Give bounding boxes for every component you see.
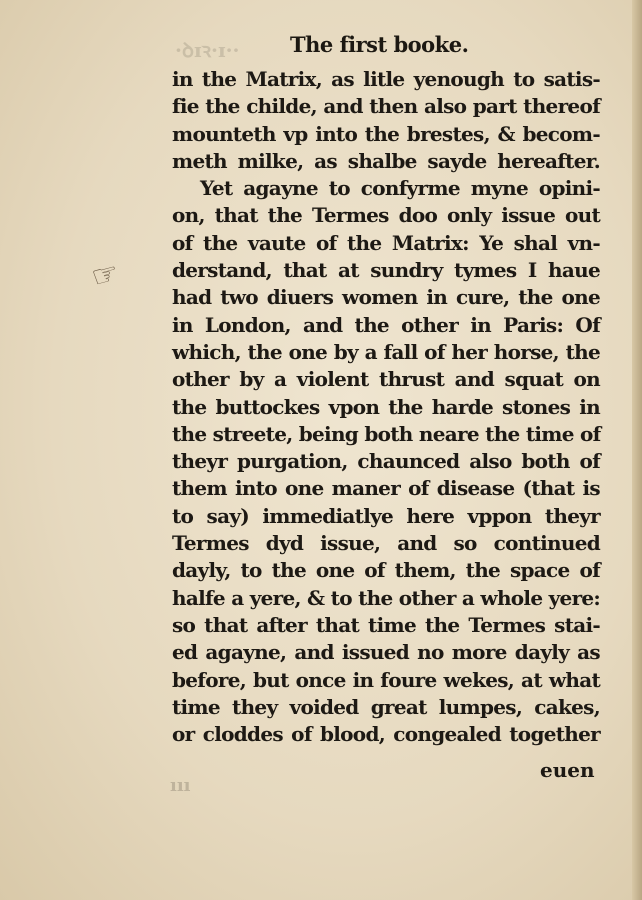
manicule-icon: ☞ [87,255,123,296]
text-line: in London, and the other in Paris: Of [172,312,600,337]
text-line: fie the childe, and then also part thereof [172,94,600,119]
text-line: so that after that time the Termes stai- [172,612,600,637]
text-line: time they voided great lumpes, cakes, [172,694,600,719]
text-line: derstand, that at sundry tymes I haue [172,258,600,283]
text-line: the buttockes vpon the harde stones in [172,394,600,419]
text-line: meth milke, as shalbe sayde hereafter. [172,148,600,173]
show-through-mark: ııı [170,775,191,796]
text-line: ed agayne, and issued no more dayly as [172,640,600,665]
text-line: them into one maner of disease (that is [172,476,600,501]
page-edge [632,0,642,900]
text-line: on, that the Termes doo only issue out [172,203,600,228]
text-line: to say) immediatlye here vppon theyr [172,503,600,528]
text-line: of the vaute of the Matrix: Ye shal vn- [172,230,600,255]
text-line: halfe a yere, & to the other a whole yere: [172,585,601,610]
running-head: The first booke. [290,32,469,57]
text-line: or cloddes of blood, congealed together [172,722,600,747]
text-line: dayly, to the one of them, the space of [172,558,600,583]
text-line: Yet agayne to confyrme myne opini- [200,176,600,201]
show-through-text: ·ꝺɪꝛ·ɪ·· [175,38,240,62]
text-line: in the Matrix, as litle yenough to satis- [172,67,600,91]
text-line: which, the one by a fall of her horse, the [172,339,600,364]
text-line: before, but once in foure wekes, at what [172,667,600,692]
text-line: mounteth vp into the brestes, & becom- [172,121,600,146]
text-line: theyr purgation, chaunced also both of [172,449,600,474]
text-line: had two diuers women in cure, the one [172,285,600,310]
text-line: Termes dyd issue, and so continued [172,531,600,556]
text-line: other by a violent thrust and squat on [172,367,600,392]
text-line: the streete, being both neare the time of [172,421,601,446]
catchword: euen [540,758,595,782]
body-text [172,66,600,748]
